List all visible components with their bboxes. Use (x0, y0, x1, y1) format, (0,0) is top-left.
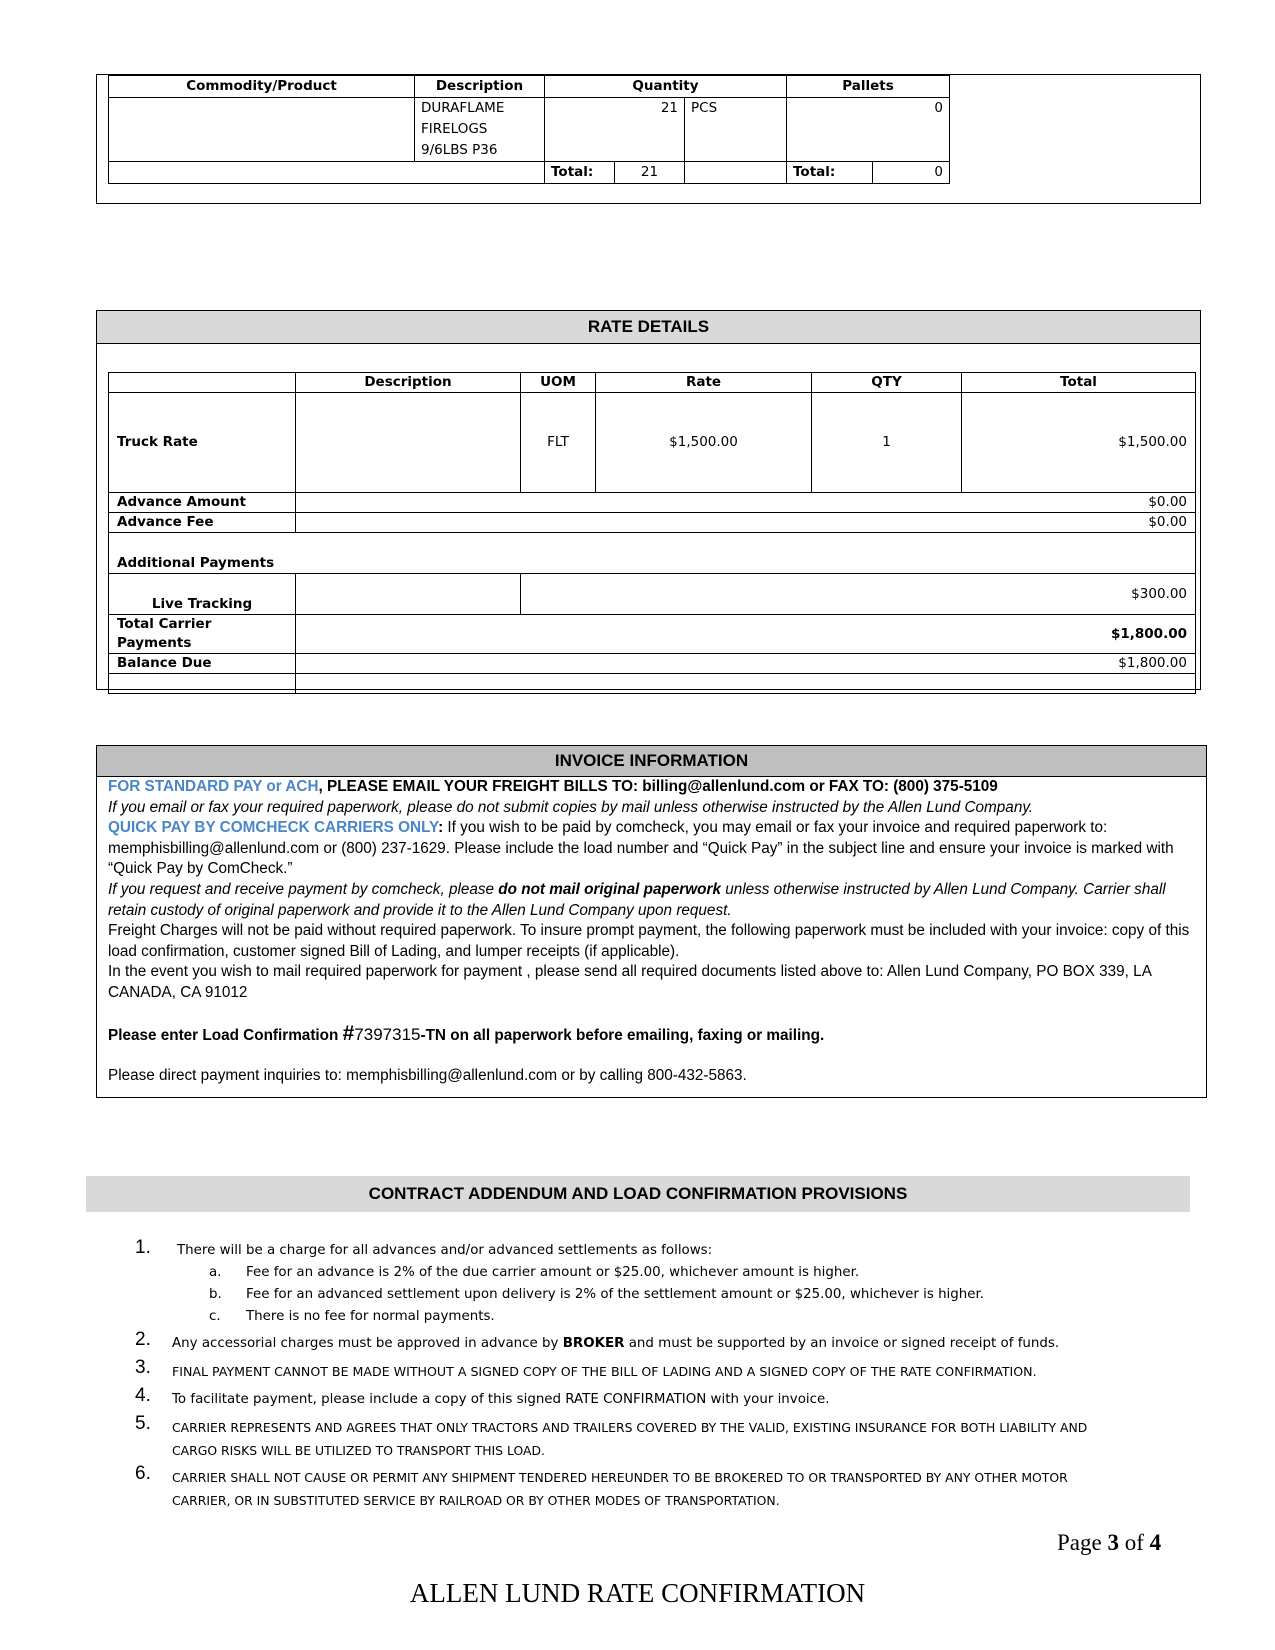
live-tracking-label: Live Tracking (109, 574, 296, 615)
quick-pay-text: If you wish to be paid by comcheck, you may email or fax your invoice and required paperwork to: memphisbilling@allenlund.com or (800) 237-1629. Please include the load number and “Quick Pay” in the subject line and ensure your invoice is marked with “Quick Pay by ComCheck.” (108, 819, 1174, 878)
header-uom: UOM (521, 373, 596, 393)
commodity-unit: PCS (685, 98, 787, 162)
truck-rate-total: $1,500.00 (962, 393, 1196, 493)
item-number: 6. (135, 1463, 151, 1484)
sub-item-letter: c. (209, 1309, 221, 1324)
total-carrier-payments-label: Total Carrier Payments (109, 615, 296, 654)
sub-item-b: Fee for an advanced settlement upon delivery is 2% of the settlement amount or $25.00, whichever is higher. (246, 1287, 985, 1302)
total-label: Total: (787, 162, 873, 184)
commodity-product (109, 98, 415, 162)
header-total: Total (962, 373, 1196, 393)
header-commodity: Commodity/Product (109, 76, 415, 98)
commodity-description (415, 98, 545, 162)
header-description: Description (415, 76, 545, 98)
commodity-pallets: 0 (787, 98, 950, 162)
contract-title: CONTRACT ADDENDUM AND LOAD CONFIRMATION PROVISIONS (86, 1176, 1190, 1212)
commodity-row (109, 98, 950, 162)
contract-item-5-line-1: CARRIER REPRESENTS AND AGREES THAT ONLY TRACTORS AND TRAILERS COVERED BY THE VALID, EXISTING INSURANCE FOR BOTH LIABILITY AND (172, 1420, 1088, 1435)
contract-item-6-line-1: CARRIER SHALL NOT CAUSE OR PERMIT ANY SHIPMENT TENDERED HEREUNDER TO BE BROKERED TO OR TRANSPORTED BY ANY OTHER MOTOR (172, 1470, 1068, 1485)
advance-fee-value: $0.00 (296, 513, 1196, 533)
advance-amount-value: $0.00 (296, 493, 1196, 513)
sub-item-letter: b. (209, 1287, 222, 1302)
standard-pay-label: FOR STANDARD PAY or ACH (108, 778, 319, 795)
item-number: 3. (135, 1357, 151, 1378)
quick-pay-label: QUICK PAY BY COMCHECK CARRIERS ONLY (108, 819, 439, 837)
standard-pay-text: , PLEASE EMAIL YOUR FREIGHT BILLS TO: billing@allenlund.com or FAX TO: (800) 375-5109 (318, 778, 998, 795)
load-confirmation-number: 7397315 (354, 1024, 421, 1044)
empty-row (109, 674, 1196, 694)
contract-item-1: There will be a charge for all advances and/or advanced settlements as follows: (177, 1243, 713, 1258)
description-line: 9/6LBS P36 (421, 142, 498, 158)
live-tracking-row (109, 574, 1196, 615)
contract-item-6-line-2: CARRIER, OR IN SUBSTITUTED SERVICE BY RAILROAD OR BY OTHER MODES OF TRANSPORTATION. (172, 1493, 780, 1508)
mail-address-paragraph: In the event you wish to mail required paperwork for payment , please send all required documents listed above to: Allen Lund Company, PO BOX 339, LA CANADA, CA 91012 (108, 963, 1152, 1001)
description-line: DURAFLAME (421, 100, 505, 116)
rate-header-row (109, 373, 1196, 393)
sub-item-c: There is no fee for normal payments. (246, 1309, 495, 1324)
total-quantity: 21 (615, 162, 685, 184)
invoice-title: INVOICE INFORMATION (97, 746, 1206, 777)
advance-fee-label: Advance Fee (109, 513, 296, 533)
truck-rate-qty: 1 (812, 393, 962, 493)
invoice-body (108, 777, 1198, 1087)
standard-pay-line (108, 777, 1198, 798)
balance-due-value: $1,800.00 (296, 654, 1196, 674)
item-number: 2. (135, 1329, 151, 1350)
total-carrier-payments-row (109, 615, 1196, 654)
additional-payments-label: Additional Payments (109, 533, 1196, 574)
commodity-table (108, 75, 950, 184)
truck-rate-label: Truck Rate (109, 393, 296, 493)
freight-charges-paragraph: Freight Charges will not be paid without required paperwork. To insure prompt payment, the following paperwork must be included with your invoice: copy of this load confirmation, customer signed Bill of Lading, and lumper receipts (if applicable). (108, 922, 1190, 960)
mail-notice: If you email or fax your required paperwork, please do not submit copies by mail unless otherwise instructed by the Allen Lund Company. (108, 798, 1034, 816)
quick-pay-paragraph: QUICK PAY BY COMCHECK CARRIERS ONLY: If you wish to be paid by comcheck, you may email or fax your invoice and required paperwork to: memphisbilling@allenlund.com or (800) 237-1629. Please include the load number and “Quick Pay” in the subject line and ensure your invoice is marked with “Quick Pay by ComCheck.” (108, 819, 1174, 878)
truck-rate-row (109, 393, 1196, 493)
commodity-total-row (109, 162, 950, 184)
live-tracking-value: $300.00 (521, 574, 1196, 615)
commodity-quantity: 21 (545, 98, 685, 162)
balance-due-row (109, 654, 1196, 674)
description-line: FIRELOGS (421, 121, 488, 137)
truck-rate-uom: FLT (521, 393, 596, 493)
document-title: ALLEN LUND RATE CONFIRMATION (409, 1578, 866, 1608)
sub-item-a: Fee for an advance is 2% of the due carrier amount or $25.00, whichever amount is higher. (246, 1265, 860, 1280)
advance-fee-row (109, 513, 1196, 533)
balance-due-label: Balance Due (109, 654, 296, 674)
item-number: 4. (135, 1385, 151, 1406)
comcheck-paragraph: If you request and receive payment by comcheck, please do not mail original paperwork unless otherwise instructed by Allen Lund Company. Carrier shall retain custody of original paperwork and provide it to the Allen Lund Company upon request. (108, 880, 1166, 919)
contract-item-5-line-2: CARGO RISKS WILL BE UTILIZED TO TRANSPORT THIS LOAD. (172, 1443, 545, 1458)
total-pallets: 0 (873, 162, 950, 184)
header-quantity: Quantity (545, 76, 787, 98)
page-number: Page 3 of 4 (1057, 1530, 1162, 1555)
sub-item-letter: a. (209, 1265, 222, 1280)
total-carrier-payments-value: $1,800.00 (296, 615, 1196, 654)
header-description: Description (296, 373, 521, 393)
rate-table (108, 372, 1196, 694)
truck-rate-rate: $1,500.00 (596, 393, 812, 493)
truck-rate-description (296, 393, 521, 493)
commodity-header-row (109, 76, 950, 98)
rate-details-title: RATE DETAILS (97, 311, 1200, 344)
item-number: 5. (135, 1413, 151, 1434)
contract-item-4: To facilitate payment, please include a copy of this signed RATE CONFIRMATION with your invoice. (172, 1392, 830, 1407)
contract-item-3: FINAL PAYMENT CANNOT BE MADE WITHOUT A SIGNED COPY OF THE BILL OF LADING AND A SIGNED COPY OF THE RATE CONFIRMATION. (172, 1364, 1037, 1379)
header-qty: QTY (812, 373, 962, 393)
item-number: 1. (135, 1237, 151, 1258)
load-confirmation-line: Please enter Load Confirmation #7397315-TN on all paperwork before emailing, faxing or mailing. (108, 1021, 825, 1045)
payment-inquiries: Please direct payment inquiries to: memphisbilling@allenlund.com or by calling 800-432-5863. (108, 1067, 747, 1085)
advance-amount-row (109, 493, 1196, 513)
advance-amount-label: Advance Amount (109, 493, 296, 513)
total-label: Total: (545, 162, 615, 184)
header-rate: Rate (596, 373, 812, 393)
additional-payments-row (109, 533, 1196, 574)
header-pallets: Pallets (787, 76, 950, 98)
contract-item-2: Any accessorial charges must be approved in advance by BROKER and must be supported by an invoice or signed receipt of funds. (172, 1336, 1060, 1351)
